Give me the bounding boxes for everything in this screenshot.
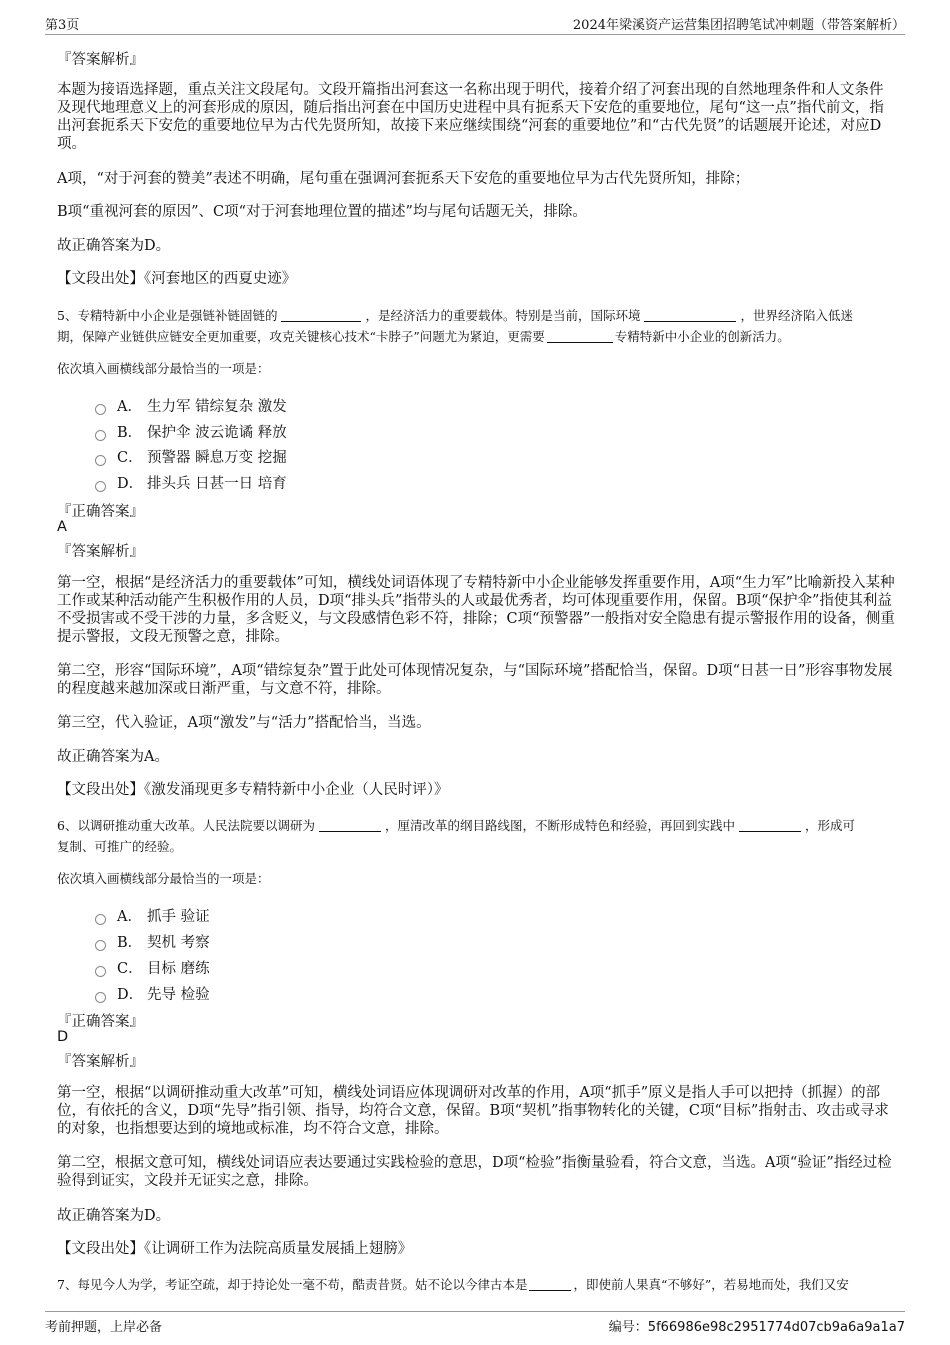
- q5-conclusion: 故正确答案为A。: [57, 749, 169, 765]
- q5-option-a[interactable]: A． 生力军 错综复杂 激发: [95, 395, 287, 416]
- radio-icon[interactable]: [95, 940, 106, 951]
- q5-analysis-p3: 第三空，代入验证，A项“激发”与“活力”搭配恰当，当选。: [57, 715, 431, 731]
- blank-1: [529, 1278, 571, 1291]
- q4-conclusion: 故正确答案为D。: [57, 238, 171, 254]
- page-footer: [45, 1311, 905, 1334]
- q5-source: 【文段出处】《激发涌现更多专精特新中小企业（人民时评）》: [57, 782, 449, 798]
- radio-icon[interactable]: [95, 481, 106, 492]
- blank-1: [319, 819, 381, 832]
- q6-analysis-p1: 第一空，根据“以调研推动重大改革”可知，横线处词语应体现调研对改革的作用，A项“抓手”原义是指人手可以把持（抓握）的部位，有依托的含义，D项“先导”指引领、指导，均符合文意，保留。B项“契机”指事物转化的关键，C项“目标”指射击、攻击或寻求的对象，也指想要达到的境地或标准，均不符合文意，排除。: [57, 1085, 889, 1137]
- radio-icon[interactable]: [95, 455, 106, 466]
- radio-icon[interactable]: [95, 404, 106, 415]
- q6-analysis-label: 『答案解析』: [57, 1054, 144, 1070]
- q6-conclusion: 故正确答案为D。: [57, 1208, 171, 1224]
- radio-icon[interactable]: [95, 966, 106, 977]
- q5-stem: 5、专精特新中小企业是强链补链固链的 ，是经济活力的重要载体。特别是当前，国际环境 ，世界经济陷入低迷 期，保障产业链供应链安全更加重要，攻克关键核心技术“卡脖子”问题尤为紧迫，更需要 专精特新中小企业的创新活力。: [57, 308, 853, 344]
- footer-slogan: 考前押题，上岸必备: [45, 1320, 163, 1335]
- q5-analysis-label: 『答案解析』: [57, 544, 144, 560]
- q5-option-d[interactable]: D． 排头兵 日甚一日 培育: [95, 472, 287, 493]
- blank-3: [547, 330, 613, 343]
- q6-option-d[interactable]: D． 先导 检验: [95, 983, 210, 1004]
- q6-option-a[interactable]: A． 抓手 验证: [95, 905, 210, 926]
- q7-stem: 7、每见今人为学，考证空疏，却于持论处一毫不苟，酷责昔贤。姑不论以今律古本是 ，即使前人果真“不够好”，若易地而处，我们又安: [57, 1277, 849, 1292]
- page-header: [45, 12, 905, 35]
- page-number: 第3页: [45, 18, 80, 33]
- q5-analysis-p1: 第一空，根据“是经济活力的重要载体”可知，横线处词语体现了专精特新中小企业能够发挥重要作用，A项“生力军”比喻新投入某种工作或某种活动能产生积极作用的人员，D项“排头兵”指带头的人或最优秀者，均可体现重要作用，保留。B项“保护伞”指使其利益不受损害或不受干涉的力量，多含贬义，与文段感情色彩不符，排除；C项“预警器”一般指对安全隐患有提示警报作用的设备，侧重提示警报，文段无预警之意，排除。: [57, 575, 895, 645]
- radio-icon[interactable]: [95, 992, 106, 1003]
- blank-2: [644, 309, 736, 322]
- q4-analysis-label: 『答案解析』: [57, 52, 144, 68]
- q4-analysis-p1: 本题为接语选择题，重点关注文段尾句。文段开篇指出河套这一名称出现于明代，接着介绍了河套出现的自然地理条件和人文条件及现代地理意义上的河套形成的原因，随后指出河套在中国历史进程中具有扼系天下安危的重要地位，尾句“这一点”指代前文，指出河套扼系天下安危的重要地位早为古代先贤所知，故接下来应继续围绕“河套的重要地位”和“古代先贤”的话题展开论述，对应D项。: [57, 82, 884, 152]
- radio-icon[interactable]: [95, 430, 106, 441]
- q6-stem: 6、以调研推动重大改革。人民法院要以调研为 ，厘清改革的纲目路线图，不断形成特色和经验，再回到实践中 ，形成可 复制、可推广的经验。: [57, 818, 855, 854]
- q6-instruction: 依次填入画横线部分最恰当的一项是：: [57, 871, 270, 886]
- blank-2: [739, 819, 801, 832]
- q6-answer: D: [57, 1029, 69, 1045]
- q6-answer-label: 『正确答案』: [57, 1014, 144, 1030]
- q5-option-c[interactable]: C． 预警器 瞬息万变 挖掘: [95, 446, 287, 467]
- q6-source: 【文段出处】《让调研工作为法院高质量发展插上翅膀》: [57, 1241, 413, 1257]
- q4-analysis-p2: A项，“对于河套的赞美”表述不明确，尾句重在强调河套扼系天下安危的重要地位早为古代先贤所知，排除；: [57, 171, 750, 187]
- q5-option-b[interactable]: B． 保护伞 波云诡谲 释放: [95, 421, 287, 442]
- q6-option-c[interactable]: C． 目标 磨练: [95, 957, 210, 978]
- q6-option-b[interactable]: B． 契机 考察: [95, 931, 210, 952]
- document-id: 编号：5f66986e98c2951774d07cb9a6a9a1a7: [608, 1320, 905, 1335]
- blank-1: [281, 309, 361, 322]
- q6-analysis-p2: 第二空，根据文意可知，横线处词语应表达要通过实践检验的意思，D项“检验”指衡量验看，符合文意，当选。A项“验证”指经过检验得到证实，文段并无证实之意，排除。: [57, 1155, 892, 1189]
- q5-answer-label: 『正确答案』: [57, 504, 144, 520]
- q5-answer: A: [57, 519, 67, 535]
- q4-analysis-p3: B项“重视河套的原因”、C项“对于河套地理位置的描述”均与尾句话题无关，排除。: [57, 204, 587, 220]
- q5-analysis-p2: 第二空，形容“国际环境”，A项“错综复杂”置于此处可体现情况复杂，与“国际环境”搭配恰当，保留。D项“日甚一日”形容事物发展的程度越来越加深或日渐严重，与文意不符，排除。: [57, 663, 893, 697]
- q4-source: 【文段出处】《河套地区的西夏史迹》: [57, 271, 297, 287]
- document-title: 2024年梁溪资产运营集团招聘笔试冲刺题（带答案解析）: [572, 18, 905, 33]
- radio-icon[interactable]: [95, 914, 106, 925]
- q5-instruction: 依次填入画横线部分最恰当的一项是：: [57, 361, 270, 376]
